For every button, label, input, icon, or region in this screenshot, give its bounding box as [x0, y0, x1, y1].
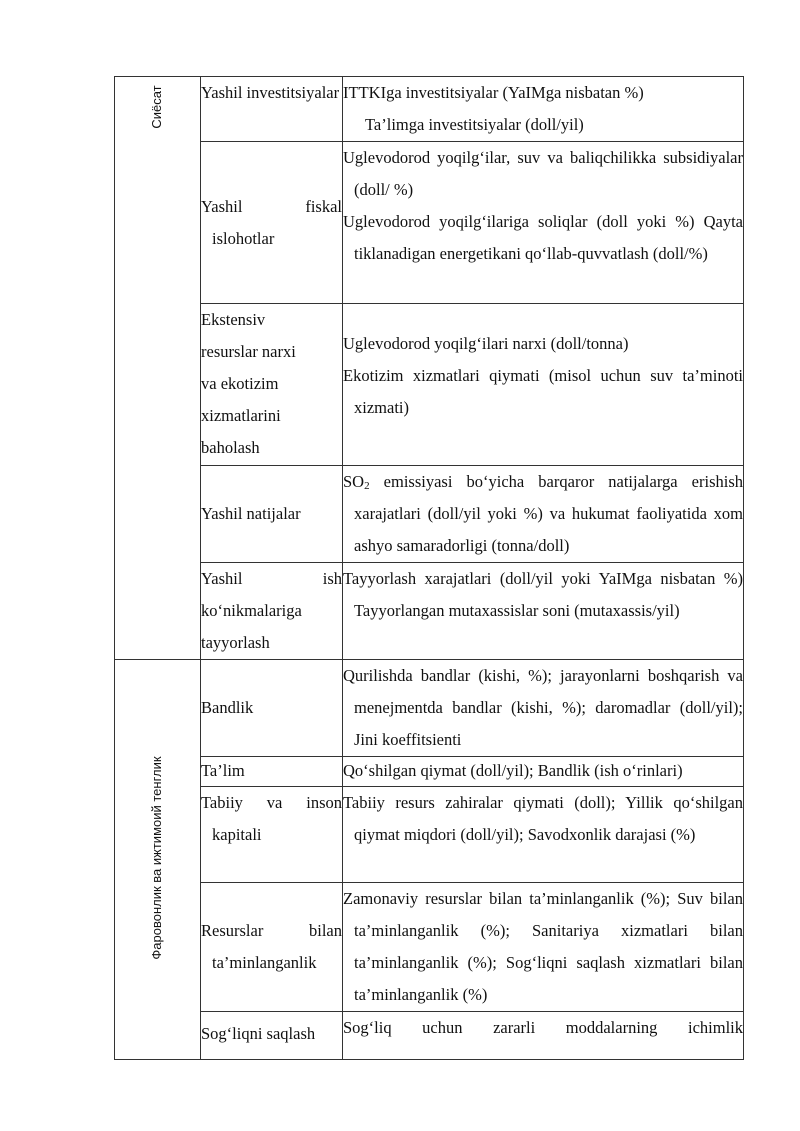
row-name-cell: [201, 1012, 343, 1060]
row-name-cell: [201, 883, 343, 1012]
row-name-cell: [201, 466, 343, 563]
row-name: Resurslar bilan ta’minlanganlik: [201, 921, 342, 972]
indicator-text: Qurilishda bandlar (kishi, %); jarayonlarni boshqarish va menejmentda bandlar (kishi, %); daromadlar (doll/yil); Jini koeffitsienti: [343, 666, 743, 749]
row-name: Yashil ish ko‘nikmalariga tayyorlash: [201, 569, 342, 652]
row-indicators-cell: [343, 1012, 744, 1060]
row-name: Yashil natijalar: [201, 504, 301, 523]
row-indicators-cell: [343, 563, 744, 660]
table-row: [115, 304, 744, 466]
row-name-cell: [201, 660, 343, 757]
row-name: Bandlik: [201, 698, 254, 717]
row-name-line: va ekotizim: [201, 374, 279, 393]
category-cell-welfare: [115, 660, 201, 1060]
category-label-welfare: Фаровонлик ва ижтимоий тенглик: [149, 756, 164, 960]
table-row: [115, 563, 744, 660]
row-name: Yashil investitsiyalar: [201, 83, 340, 102]
row-name-cell: [201, 77, 343, 142]
row-indicators-cell: [343, 77, 744, 142]
indicator-text: ITTKIga investitsiyalar (YaIMga nisbatan %): [343, 83, 644, 102]
indicator-text: Ta’limga investitsiyalar (doll/yil): [365, 115, 584, 134]
row-name-line: baholash: [201, 438, 260, 457]
row-name-cell: [201, 304, 343, 466]
indicator-text: Uglevodorod yoqilg‘ilariga soliqlar (doll yoki %) Qayta tiklanadigan energetikani qo‘llab-quvvatlash (doll/%): [343, 212, 743, 263]
indicator-text: Tabiiy resurs zahiralar qiymati (doll); Yillik qo‘shilgan qiymat miqdori (doll/yil); Savodxonlik darajasi (%): [343, 793, 743, 844]
row-indicators-cell: [343, 660, 744, 757]
row-indicators-cell: [343, 304, 744, 466]
indicator-text: Sog‘liq uchun zararli moddalarning ichimlik: [343, 1018, 743, 1037]
indicator-prefix: SO: [343, 472, 365, 491]
row-name: Sog‘liqni saqlash: [201, 1024, 316, 1043]
row-name: Ta’lim: [201, 761, 245, 780]
table-row: [115, 142, 744, 304]
indicator-text: [343, 466, 743, 562]
row-name-line: Ekstensiv: [201, 310, 266, 329]
row-name-line: resurslar narxi: [201, 342, 296, 361]
row-indicators-cell: [343, 757, 744, 787]
table-row: [115, 757, 744, 787]
row-name-cell: [201, 142, 343, 304]
indicators-table: [114, 76, 744, 1060]
row-name-line: xizmatlarini: [201, 406, 281, 425]
row-name-cell: [201, 563, 343, 660]
indicator-text: Qo‘shilgan qiymat (doll/yil); Bandlik (ish o‘rinlari): [343, 761, 683, 780]
table-row: [115, 1012, 744, 1060]
category-cell-policy: [115, 77, 201, 660]
row-name-cell: [201, 757, 343, 787]
table-row: [115, 466, 744, 563]
indicator-text: Uglevodorod yoqilg‘ilari narxi (doll/tonna): [343, 334, 629, 353]
indicator-rest: emissiyasi bo‘yicha barqaror natijalarga erishish xarajatlari (doll/yil yoki %) va hukumat faoliyatida xom ashyo samaradorligi (tonna/doll): [354, 472, 743, 555]
indicator-text: Uglevodorod yoqilg‘ilar, suv va baliqchilikka subsidiyalar (doll/ %): [343, 148, 743, 199]
indicator-subscript: 2: [364, 480, 370, 492]
table-row: [115, 787, 744, 883]
indicator-text: Zamonaviy resurslar bilan ta’minlanganlik (%); Suv bilan ta’minlanganlik (%); Sanitariya xizmatlari bilan ta’minlanganlik (%); Sog‘liqni saqlash xizmatlari bilan ta’minlanganlik (%): [343, 889, 743, 1004]
category-label-policy: Сиёсат: [149, 85, 164, 129]
row-indicators-cell: [343, 787, 744, 883]
row-indicators-cell: [343, 142, 744, 304]
row-indicators-cell: [343, 466, 744, 563]
table-row: [115, 77, 744, 142]
table-row: [115, 660, 744, 757]
indicator-text: Tayyorlash xarajatlari (doll/yil yoki YaIMga nisbatan %) Tayyorlangan mutaxassislar soni (mutaxassis/yil): [343, 569, 743, 620]
row-indicators-cell: [343, 883, 744, 1012]
indicator-text: Ekotizim xizmatlari qiymati (misol uchun suv ta’minoti xizmati): [343, 366, 743, 417]
table-row: [115, 883, 744, 1012]
row-name-cell: [201, 787, 343, 883]
row-name: Yashil fiskal islohotlar: [201, 196, 342, 248]
row-name: Tabiiy va inson kapitali: [201, 793, 342, 844]
